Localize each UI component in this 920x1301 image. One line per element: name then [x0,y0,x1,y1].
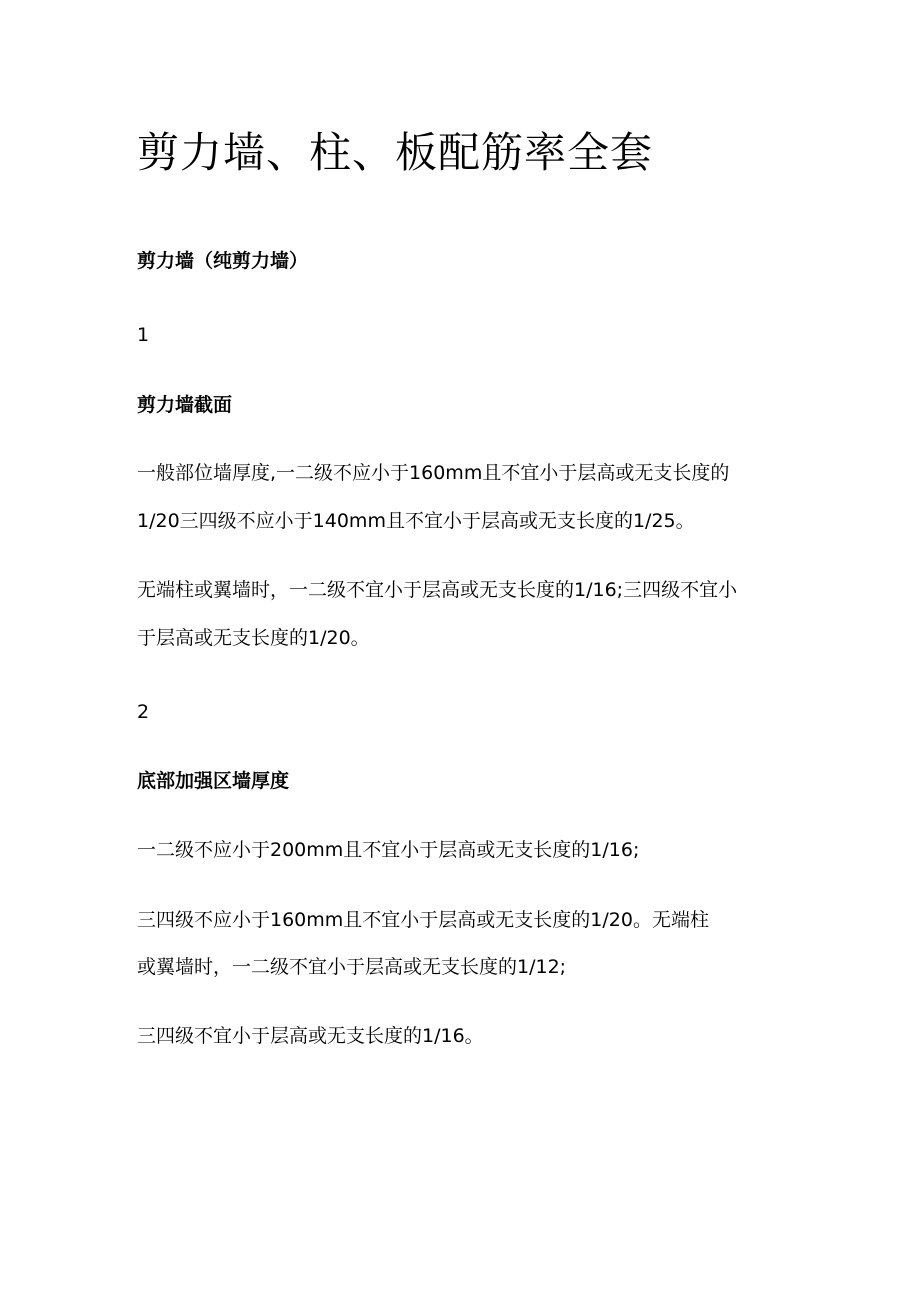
section-heading: 剪力墙（纯剪力墙） [137,250,309,272]
item-number-2: 2 [137,701,150,723]
paragraph-line: 三四级不应小于160mm且不宜小于层高或无支长度的1/20。无端柱 [137,909,709,931]
paragraph-line: 于层高或无支长度的1/20。 [137,627,370,649]
paragraph-line: 三四级不宜小于层高或无支长度的1/16。 [137,1025,484,1047]
paragraph-line: 一二级不应小于200mm且不宜小于层高或无支长度的1/16; [137,839,640,861]
paragraph-line: 一般部位墙厚度,一二级不应小于160mm且不宜小于层高或无支长度的 [137,462,730,484]
paragraph-line: 或翼墙时，一二级不宜小于层高或无支长度的1/12; [137,956,567,978]
item-number-1: 1 [137,324,150,346]
document-title: 剪力墙、柱、板配筋率全套 [137,128,654,177]
item-heading-2: 底部加强区墙厚度 [137,770,290,792]
paragraph-line: 1/20三四级不应小于140mm且不宜小于层高或无支长度的1/25。 [137,510,695,532]
paragraph-line: 无端柱或翼墙时，一二级不宜小于层高或无支长度的1/16;三四级不宜小 [137,579,738,601]
item-heading-1: 剪力墙截面 [137,394,233,416]
